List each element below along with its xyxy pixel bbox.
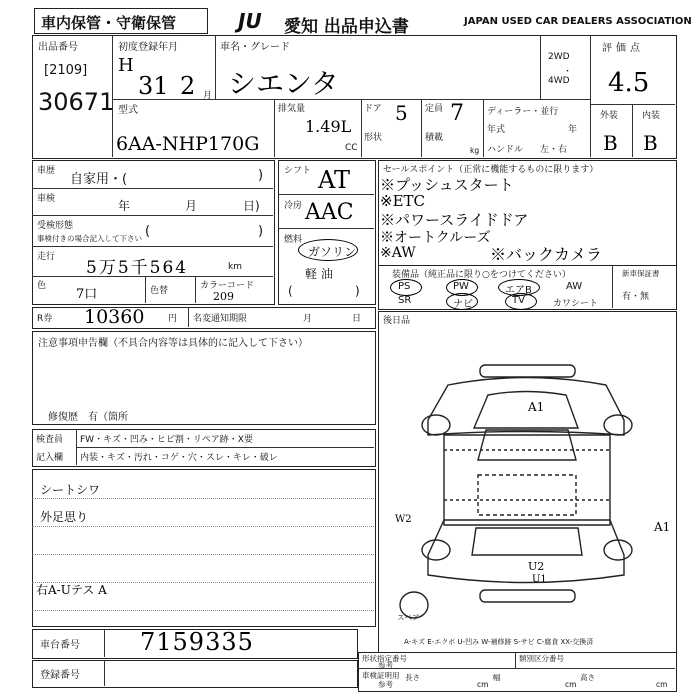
equipment-label: 装備品（純正品に限り○をつけてください） <box>392 270 571 280</box>
sales-point-3: ※パワースライドドア <box>380 211 529 229</box>
displacement-value: 1.49L <box>305 117 352 136</box>
seat-label: 定員 <box>425 104 444 114</box>
height-label: 高さ <box>580 673 595 682</box>
shape-spec-ref: 参考 <box>378 661 393 670</box>
cert-ref: 参考 <box>378 680 393 689</box>
chassis-label: 車台番号 <box>40 640 80 651</box>
length-unit: cm <box>477 680 489 689</box>
recycle-label: R券 <box>37 314 53 324</box>
model-year-label: 年式 <box>487 125 506 135</box>
receipt-open: ( <box>145 224 151 239</box>
damage-legend: A-キズ E-エクボ U-凹み W-補修跡 S-サビ C-腐食 XX-交換済 <box>404 638 594 646</box>
fuel-gasoline: ガソリン <box>308 245 357 259</box>
notice-day: 日 <box>352 314 362 324</box>
cert-label: 車検証明用 <box>362 671 400 680</box>
seat-value: 7 <box>450 101 464 126</box>
plate-label: 登録番号 <box>40 670 80 681</box>
sales-point-2: ※ETC <box>380 192 425 210</box>
cat-spec-label: 類別区分番号 <box>519 654 564 663</box>
repair-history: 修復歴 有（箇所 <box>48 412 128 423</box>
load-label: 積載 <box>425 133 444 143</box>
equip-tv: TV <box>512 295 525 306</box>
fuel-open: ( <box>288 284 293 298</box>
lot-number: 30671 <box>38 88 115 116</box>
shape-spec-label: 形状指定番号 <box>362 654 407 663</box>
aircon-label: 冷房 <box>284 201 303 211</box>
mileage-unit: km <box>228 262 242 272</box>
ju-logo: JU <box>238 9 262 33</box>
registration-month: 2 <box>180 72 196 100</box>
damage-mark-u1: U1 <box>532 574 547 585</box>
drive-2wd: 2WD <box>548 52 570 62</box>
notes-label: 注意事項申告欄（不具合内容等は具体的に記入して下さい） <box>38 338 308 349</box>
plate-block <box>32 660 358 688</box>
color-code-label: カラーコード <box>200 281 255 291</box>
mileage-label: 走行 <box>37 252 56 262</box>
sales-point-5: ※AW <box>380 245 416 261</box>
length-label: 長さ <box>405 673 420 682</box>
sales-point-6: ※バックカメラ <box>490 245 603 264</box>
notice-month: 月 <box>303 314 313 324</box>
fuel-close: ) <box>355 284 360 298</box>
equip-ps: PS <box>398 281 411 292</box>
width-unit: cm <box>565 680 577 689</box>
month-unit: 月 <box>203 91 213 101</box>
sales-point-4: ※オートクルーズ <box>380 230 491 246</box>
damage-mark-w2: W2 <box>395 514 412 525</box>
drive-4wd: 4WD <box>548 76 570 86</box>
history-close: ) <box>258 168 264 183</box>
type-value: 6AA-NHP170G <box>116 133 260 155</box>
shift-value: AT <box>318 166 351 194</box>
year-unit: 年 <box>568 125 578 135</box>
damage-mark-u2: U2 <box>528 560 545 573</box>
equip-pw: PW <box>453 281 469 292</box>
color-change-label: 色替 <box>150 286 169 296</box>
history-label: 車歴 <box>37 166 56 176</box>
sales-point-1: ※プッシュスタート <box>380 176 514 194</box>
lot-code: [2109] <box>44 63 88 78</box>
storage-stamp <box>34 8 208 34</box>
equip-leather: カワシート <box>553 299 599 309</box>
sales-points-label: セールスポイント（正常に機能するものに限ります） <box>383 165 599 175</box>
exterior-grade: B <box>603 131 618 155</box>
handle-options: 左・右 <box>540 145 568 155</box>
shape-label: 形状 <box>364 133 383 143</box>
inspection-label: 車検 <box>37 194 56 204</box>
inspector-entry-label: 記入欄 <box>36 453 64 463</box>
inspector-label: 検査員 <box>36 435 64 445</box>
color-label: 色 <box>37 281 47 291</box>
storage-stamp-label: 車内保管・守衛保管 <box>41 14 177 32</box>
interior-grade: B <box>643 131 658 155</box>
equip-navi-circle <box>446 293 478 310</box>
type-label: 型式 <box>118 105 138 116</box>
chassis-number: 7159335 <box>140 628 254 656</box>
fuel-label: 燃料 <box>284 235 303 245</box>
warranty-label: 新車保証書 <box>622 269 660 278</box>
rating-label: 評価点 <box>602 43 644 54</box>
damage-mark-a1-front: A1 <box>528 400 545 414</box>
color-value: 7口 <box>76 287 98 302</box>
kg-unit: kg <box>470 146 480 155</box>
displacement-label: 排気量 <box>278 104 306 114</box>
handle-label: ハンドル <box>487 145 524 155</box>
door-label: ドア <box>364 104 382 114</box>
history-value: 自家用・( <box>70 172 128 187</box>
lot-label: 出品番号 <box>38 42 78 53</box>
interior-label: 内装 <box>642 111 661 121</box>
equip-sr: SR <box>398 295 412 306</box>
model-label: 車名・グレード <box>220 42 290 53</box>
aircon-value: AAC <box>305 200 354 225</box>
receipt-note: 事検付きの場合記入して下さい <box>37 234 142 243</box>
fuel-diesel: 軽 油 <box>305 267 333 281</box>
equip-tv-circle <box>505 293 537 310</box>
rating-value: 4.5 <box>608 68 650 98</box>
rear-seat-label: 後日品 <box>383 316 411 326</box>
inspection-year: 年 <box>118 199 131 213</box>
dealer-label: ディーラー・並行 <box>487 107 559 117</box>
warranty-value: 有・無 <box>622 292 650 302</box>
equip-navi: ナビ <box>453 299 473 310</box>
registration-label: 初度登録年月 <box>118 42 178 53</box>
shift-label: シフト <box>284 166 312 176</box>
exterior-label: 外装 <box>600 111 619 121</box>
drive-separator: ・ <box>563 67 573 77</box>
inspector-row-exterior: FW・キズ・凹み・ヒビ割・リペア跡・X要 <box>80 435 253 445</box>
form-title: 愛知 出品申込書 <box>284 17 409 37</box>
notice-label: 名変通知期限 <box>193 314 248 324</box>
fuel-gasoline-circle <box>298 239 358 261</box>
recycle-value: 10360 <box>84 306 145 328</box>
remark-3: 右A-Uテス A <box>36 583 107 597</box>
inspector-row-interior: 内装・キズ・汚れ・コゲ・穴・スレ・キレ・破レ <box>80 453 278 463</box>
damage-mark-a1-side: A1 <box>654 520 671 534</box>
recycle-unit: 円 <box>168 314 178 324</box>
car-diagram <box>378 340 675 640</box>
equip-aw: AW <box>566 281 583 292</box>
registration-year: 31 <box>138 72 169 100</box>
equip-ps-circle <box>390 279 422 296</box>
equip-airbag: エアB <box>505 285 532 296</box>
receipt-close: ) <box>258 224 264 239</box>
door-value: 5 <box>395 101 408 125</box>
remark-1: シートシワ <box>40 483 101 497</box>
model-name: シエンタ <box>228 67 339 100</box>
cc-unit: CC <box>345 143 358 153</box>
width-label: 幅 <box>493 673 501 682</box>
height-unit: cm <box>656 680 668 689</box>
mileage-value: 5万5千564 <box>86 258 189 278</box>
registration-era: H <box>118 55 134 76</box>
remark-2: 外足思り <box>40 510 89 524</box>
color-code-value: 209 <box>213 290 234 303</box>
inspection-day: 日) <box>243 199 260 213</box>
inspection-month: 月 <box>185 199 198 213</box>
spare-label: スペア <box>397 613 420 622</box>
association-name: JAPAN USED CAR DEALERS ASSOCIATION <box>464 16 692 27</box>
receipt-label: 受検形態 <box>37 221 74 231</box>
